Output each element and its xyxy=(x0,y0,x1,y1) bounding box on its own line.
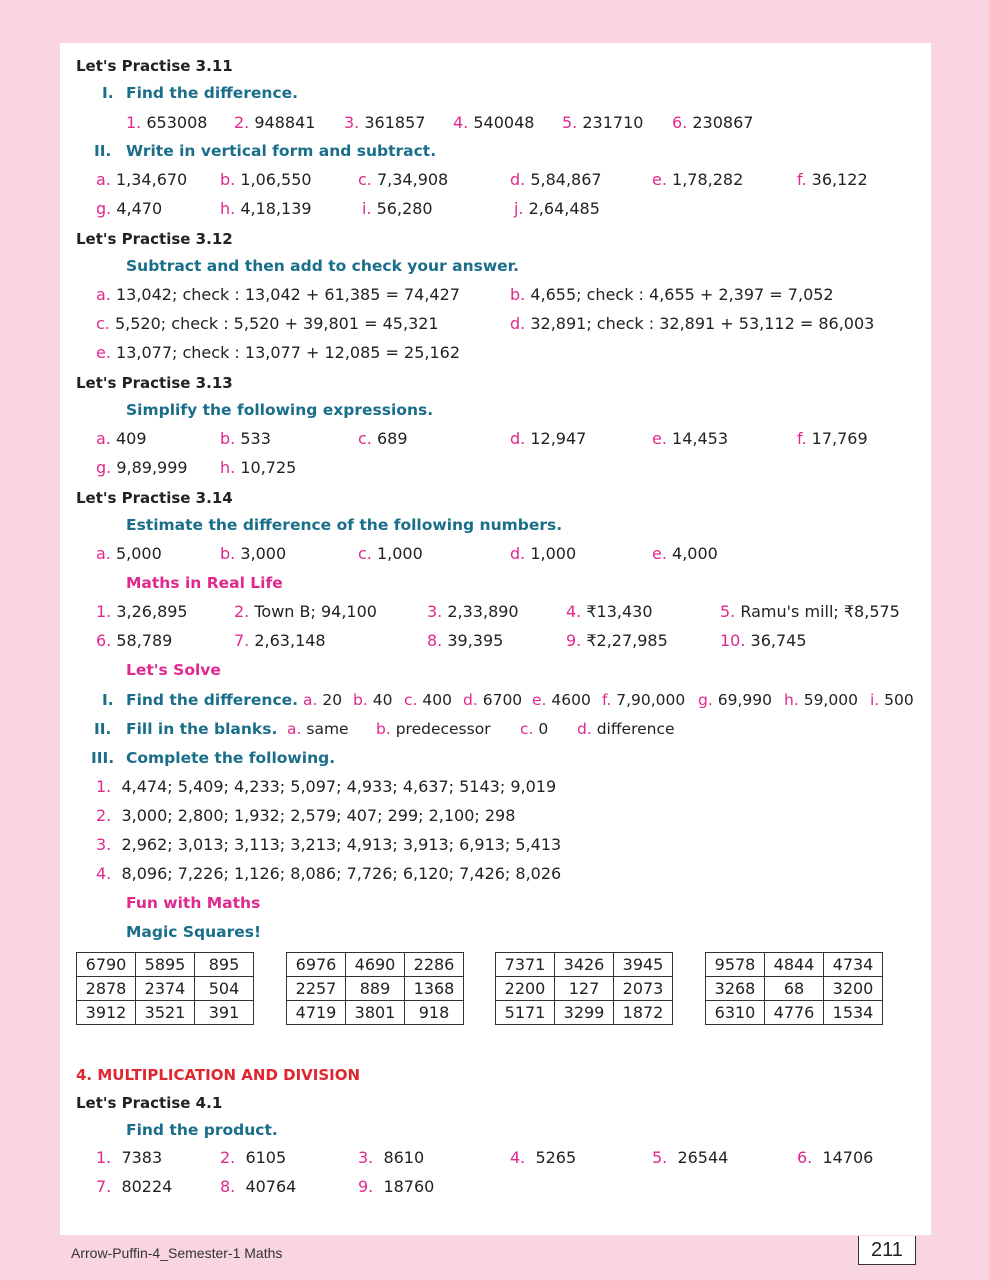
answer-item: 4. 540048 xyxy=(453,113,535,132)
answer-item: 1. 4,474; 5,409; 4,233; 5,097; 4,933; 4,637; 5143; 9,019 xyxy=(96,777,557,796)
answer-item: e. 13,077; check : 13,077 + 12,085 = 25,162 xyxy=(96,343,461,362)
answer-item: f. 36,122 xyxy=(797,170,868,189)
answer-item: 2. 3,000; 2,800; 1,932; 2,579; 407; 299; 2,100; 298 xyxy=(96,806,516,825)
cell: 3268 xyxy=(706,977,765,1001)
answer-item: a. 409 xyxy=(96,429,147,448)
answer-item: 5. 231710 xyxy=(562,113,644,132)
answer-item: 3. 8610 xyxy=(358,1148,425,1167)
answer-item: g. 69,990 xyxy=(698,691,772,709)
answer-item: a. 1,34,670 xyxy=(96,170,188,189)
answer-item: i. 500 xyxy=(870,691,914,709)
section-title: Let's Practise 3.12 xyxy=(76,230,233,248)
answer-item: g. 9,89,999 xyxy=(96,458,188,477)
question-number: II. xyxy=(94,720,112,738)
answer-item: b. 4,655; check : 4,655 + 2,397 = 7,052 xyxy=(510,285,834,304)
answer-item: d. 5,84,867 xyxy=(510,170,602,189)
answer-item: 9. ₹2,27,985 xyxy=(566,631,668,650)
answer-item: 2. 948841 xyxy=(234,113,316,132)
answer-item: h. 4,18,139 xyxy=(220,199,312,218)
cell: 6310 xyxy=(706,1001,765,1025)
answer-item: d. 12,947 xyxy=(510,429,587,448)
answer-item: 9. 18760 xyxy=(358,1177,435,1196)
cell: 889 xyxy=(346,977,405,1001)
answer-item: 8. 40764 xyxy=(220,1177,297,1196)
subsection-title: Let's Solve xyxy=(126,661,221,679)
question-number: II. xyxy=(94,142,112,160)
chapter-heading: 4. MULTIPLICATION AND DIVISION xyxy=(76,1066,361,1084)
question-text: Fill in the blanks. xyxy=(126,720,278,738)
answer-item: e. 4,000 xyxy=(652,544,718,563)
question-text: Find the difference. xyxy=(126,691,299,709)
cell: 1534 xyxy=(824,1001,883,1025)
answer-item: 1. 7383 xyxy=(96,1148,163,1167)
cell: 4844 xyxy=(765,953,824,977)
answer-item: d. 1,000 xyxy=(510,544,577,563)
answer-item: f. 7,90,000 xyxy=(602,691,686,709)
question-number: I. xyxy=(102,691,114,709)
cell: 68 xyxy=(765,977,824,1001)
answer-item: 7. 80224 xyxy=(96,1177,173,1196)
answer-item: j. 2,64,485 xyxy=(514,199,600,218)
cell: 2374 xyxy=(136,977,195,1001)
cell: 9578 xyxy=(706,953,765,977)
cell: 3945 xyxy=(614,953,673,977)
answer-item: 4. 8,096; 7,226; 1,126; 8,086; 7,726; 6,120; 7,426; 8,026 xyxy=(96,864,562,883)
cell: 1872 xyxy=(614,1001,673,1025)
cell: 895 xyxy=(195,953,254,977)
answer-item: 4. 5265 xyxy=(510,1148,577,1167)
section-title: Let's Practise 3.14 xyxy=(76,489,233,507)
answer-item: c. 689 xyxy=(358,429,408,448)
answer-item: g. 4,470 xyxy=(96,199,163,218)
answer-item: 6. 14706 xyxy=(797,1148,874,1167)
cell: 6790 xyxy=(77,953,136,977)
question-text: Simplify the following expressions. xyxy=(126,401,434,419)
cell: 4690 xyxy=(346,953,405,977)
answer-item: 7. 2,63,148 xyxy=(234,631,326,650)
subsection-title: Fun with Maths xyxy=(126,894,261,912)
footer-book-title: Arrow-Puffin-4_Semester-1 Maths xyxy=(71,1245,283,1261)
answer-item: 6. 58,789 xyxy=(96,631,173,650)
answer-item: 3. 2,33,890 xyxy=(427,602,519,621)
answer-item: a. 13,042; check : 13,042 + 61,385 = 74,427 xyxy=(96,285,460,304)
cell: 4734 xyxy=(824,953,883,977)
answer-item: c. 5,520; check : 5,520 + 39,801 = 45,321 xyxy=(96,314,439,333)
cell: 2200 xyxy=(496,977,555,1001)
answer-item: h. 10,725 xyxy=(220,458,297,477)
subsection-subtitle: Magic Squares! xyxy=(126,923,262,941)
magic-square xyxy=(495,952,673,1025)
question-number: I. xyxy=(102,84,114,102)
answer-item: 10. 36,745 xyxy=(720,631,807,650)
cell: 918 xyxy=(405,1001,464,1025)
answer-item: 6. 230867 xyxy=(672,113,754,132)
cell: 4719 xyxy=(287,1001,346,1025)
answer-item: c. 0 xyxy=(520,720,549,738)
answer-item: 3. 361857 xyxy=(344,113,426,132)
answer-item: b. 533 xyxy=(220,429,271,448)
answer-item: a. 20 xyxy=(303,691,343,709)
question-text: Estimate the difference of the following numbers. xyxy=(126,516,563,534)
cell: 127 xyxy=(555,977,614,1001)
answer-item: h. 59,000 xyxy=(784,691,858,709)
cell: 3299 xyxy=(555,1001,614,1025)
answer-item: a. same xyxy=(287,720,349,738)
cell: 3912 xyxy=(77,1001,136,1025)
answer-item: c. 7,34,908 xyxy=(358,170,449,189)
cell: 7371 xyxy=(496,953,555,977)
answer-item: 8. 39,395 xyxy=(427,631,504,650)
answer-item: b. 1,06,550 xyxy=(220,170,312,189)
question-text: Subtract and then add to check your answer. xyxy=(126,257,520,275)
answer-item: i. 56,280 xyxy=(362,199,433,218)
cell: 5895 xyxy=(136,953,195,977)
cell: 3521 xyxy=(136,1001,195,1025)
answer-item: d. 32,891; check : 32,891 + 53,112 = 86,003 xyxy=(510,314,875,333)
cell: 391 xyxy=(195,1001,254,1025)
answer-item: 5. 26544 xyxy=(652,1148,729,1167)
cell: 1368 xyxy=(405,977,464,1001)
answer-item: 2. Town B; 94,100 xyxy=(234,602,377,621)
page-number: 211 xyxy=(858,1236,916,1265)
magic-square xyxy=(76,952,254,1025)
question-text: Complete the following. xyxy=(126,749,336,767)
answer-item: b. 3,000 xyxy=(220,544,287,563)
question-text: Find the product. xyxy=(126,1121,278,1139)
answer-item: d. 6700 xyxy=(463,691,523,709)
cell: 5171 xyxy=(496,1001,555,1025)
answer-item: 1. 653008 xyxy=(126,113,208,132)
magic-square xyxy=(705,952,883,1025)
question-text: Find the difference. xyxy=(126,84,299,102)
cell: 504 xyxy=(195,977,254,1001)
answer-item: 4. ₹13,430 xyxy=(566,602,653,621)
answer-item: e. 14,453 xyxy=(652,429,729,448)
cell: 3426 xyxy=(555,953,614,977)
cell: 2073 xyxy=(614,977,673,1001)
answer-item: e. 4600 xyxy=(532,691,591,709)
answer-item: 5. Ramu's mill; ₹8,575 xyxy=(720,602,900,621)
answer-item: c. 400 xyxy=(404,691,452,709)
section-title: Let's Practise 4.1 xyxy=(76,1094,223,1112)
subsection-title: Maths in Real Life xyxy=(126,574,283,592)
cell: 2257 xyxy=(287,977,346,1001)
cell: 2286 xyxy=(405,953,464,977)
answer-item: 3. 2,962; 3,013; 3,113; 3,213; 4,913; 3,913; 6,913; 5,413 xyxy=(96,835,562,854)
answer-item: b. 40 xyxy=(353,691,393,709)
answer-item: 2. 6105 xyxy=(220,1148,287,1167)
answer-item: c. 1,000 xyxy=(358,544,423,563)
answer-item: f. 17,769 xyxy=(797,429,868,448)
cell: 3200 xyxy=(824,977,883,1001)
question-text: Write in vertical form and subtract. xyxy=(126,142,437,160)
answer-item: e. 1,78,282 xyxy=(652,170,744,189)
answer-item: a. 5,000 xyxy=(96,544,162,563)
magic-square xyxy=(286,952,464,1025)
answer-item: 1. 3,26,895 xyxy=(96,602,188,621)
section-title: Let's Practise 3.11 xyxy=(76,57,233,75)
answer-item: b. predecessor xyxy=(376,720,491,738)
cell: 3801 xyxy=(346,1001,405,1025)
cell: 2878 xyxy=(77,977,136,1001)
cell: 6976 xyxy=(287,953,346,977)
question-number: III. xyxy=(91,749,115,767)
section-title: Let's Practise 3.13 xyxy=(76,374,233,392)
cell: 4776 xyxy=(765,1001,824,1025)
answer-item: d. difference xyxy=(577,720,675,738)
